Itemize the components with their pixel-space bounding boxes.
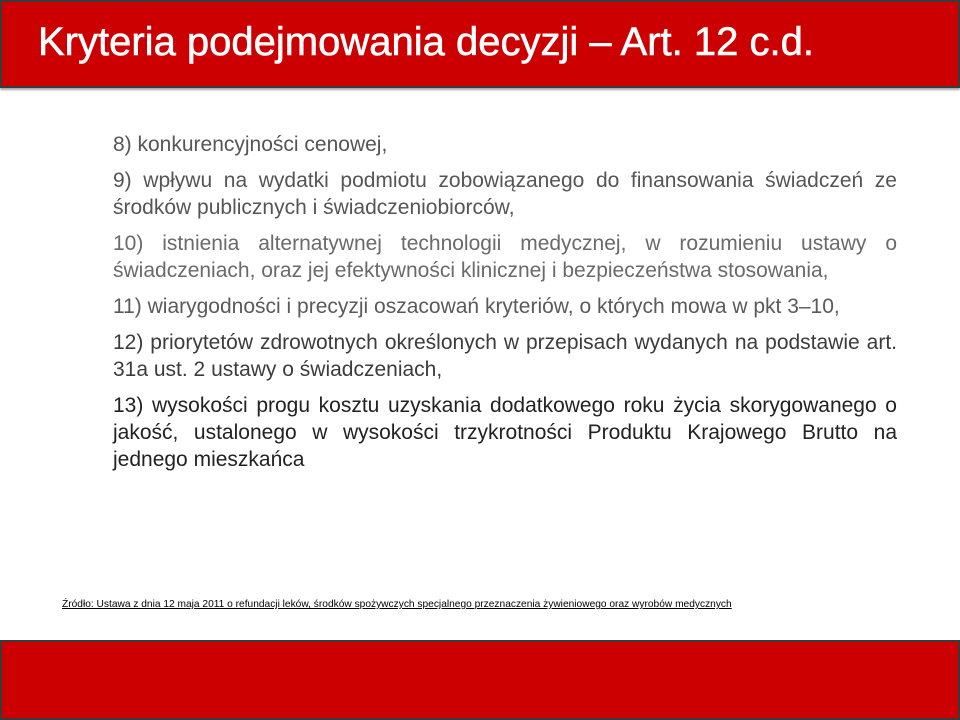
header-bar bbox=[0, 0, 960, 88]
footer-bar bbox=[0, 640, 960, 720]
criteria-list bbox=[113, 131, 897, 482]
criterion-item-8: 8) konkurencyjności cenowej, bbox=[113, 133, 388, 156]
criterion-item-12: 12) priorytetów zdrowotnych określonych w przepisach wydanych na podstawie art. 31a ust. 2 ustawy o świadczeniach, bbox=[113, 331, 897, 381]
criterion-item-9: 9) wpływu na wydatki podmiotu zobowiązanego do finansowania świadczeń ze środków publicznych i świadczeniobiorców, bbox=[113, 169, 897, 219]
source-citation: Źródło: Ustawa z dnia 12 maja 2011 o refundacji leków, środków spożywczych specjalnego przeznaczenia żywieniowego oraz wyrobów medycznych bbox=[62, 599, 732, 610]
criterion-item-11: 11) wiarygodności i precyzji oszacowań kryteriów, o których mowa w pkt 3–10, bbox=[113, 295, 840, 318]
criterion-item-13: 13) wysokości progu kosztu uzyskania dodatkowego roku życia skorygowanego o jakość, ustalonego w wysokości trzykrotności Produktu Krajowego Brutto na jednego mieszkańca bbox=[113, 394, 897, 471]
criterion-item-10: 10) istnienia alternatywnej technologii medycznej, w rozumieniu ustawy o świadczeniach, oraz jej efektywności klinicznej i bezpieczeństwa stosowania, bbox=[113, 232, 897, 282]
slide-title: Kryteria podejmowania decyzji – Art. 12 c.d. bbox=[38, 20, 814, 64]
